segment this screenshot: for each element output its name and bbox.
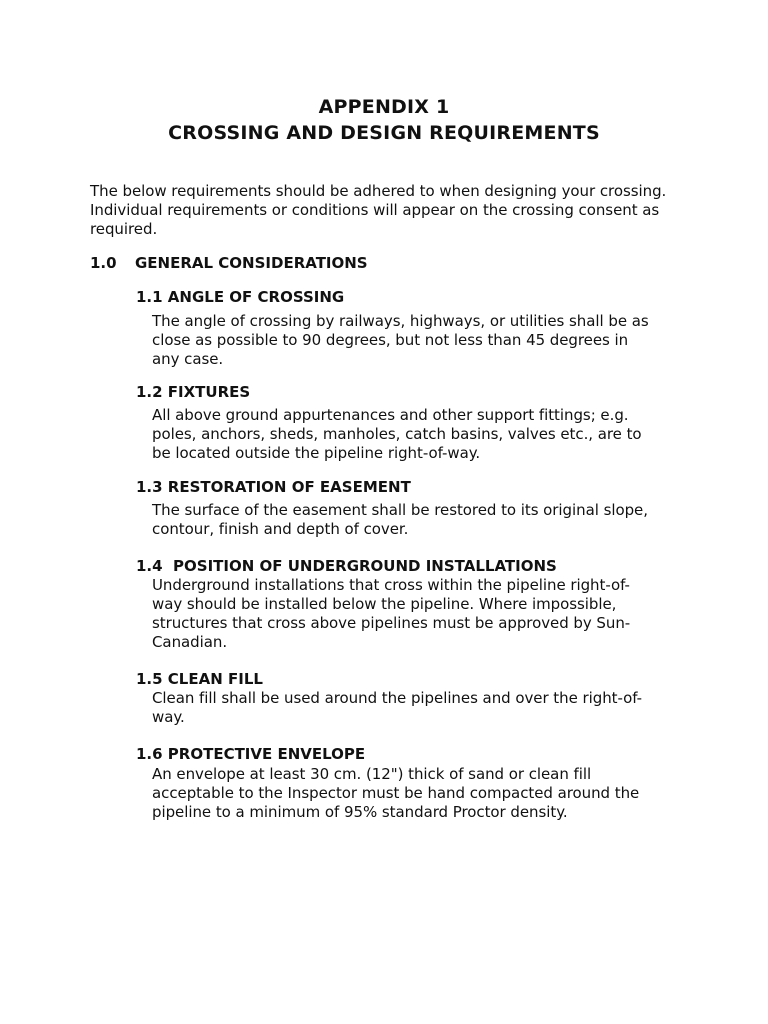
subsection-body-envelope: An envelope at least 30 cm. (12") thick of sand or clean fill acceptable to the Inspector must be hand compacted around the pipeline to a minimum of 95% standard Proctor density. xyxy=(152,765,640,821)
intro-paragraph: The below requirements should be adhered to when designing your crossing. Individual requirements or conditions will appear on the crossing consent as required. xyxy=(90,182,667,238)
subsection-heading-underground: 1.4 POSITION OF UNDERGROUND INSTALLATIONS xyxy=(136,557,557,575)
subsection-heading-fixtures: 1.2 FIXTURES xyxy=(136,383,251,401)
subsection-heading-restoration: 1.3 RESTORATION OF EASEMENT xyxy=(136,478,411,496)
subsection-heading-envelope: 1.6 PROTECTIVE ENVELOPE xyxy=(136,745,366,763)
subsection-heading-clean-fill: 1.5 CLEAN FILL xyxy=(136,670,263,688)
subsection-body-angle: The angle of crossing by railways, highways, or utilities shall be as close as possible to 90 degrees, but not less than 45 degrees in any case. xyxy=(152,312,649,368)
subsection-body-clean-fill: Clean fill shall be used around the pipelines and over the right-of-way. xyxy=(152,689,643,726)
appendix-title: APPENDIX 1 xyxy=(318,96,450,118)
document-title: CROSSING AND DESIGN REQUIREMENTS xyxy=(168,122,600,144)
subsection-body-restoration: The surface of the easement shall be restored to its original slope, contour, finish and depth of cover. xyxy=(152,501,648,538)
section-heading xyxy=(90,254,368,273)
subsection-body-underground: Underground installations that cross within the pipeline right-of-way should be installed below the pipeline. Where impossible, structures that cross above pipelines must be approved by Sun-Canadian. xyxy=(152,576,631,651)
section-number: 1.0 xyxy=(90,254,117,272)
subsection-body-fixtures: All above ground appurtenances and other support fittings; e.g. poles, anchors, sheds, manholes, catch basins, valves etc., are to be located outside the pipeline right-of-way. xyxy=(152,406,642,462)
subsection-heading-angle: 1.1 ANGLE OF CROSSING xyxy=(136,288,345,306)
section-title: GENERAL CONSIDERATIONS xyxy=(135,254,368,272)
